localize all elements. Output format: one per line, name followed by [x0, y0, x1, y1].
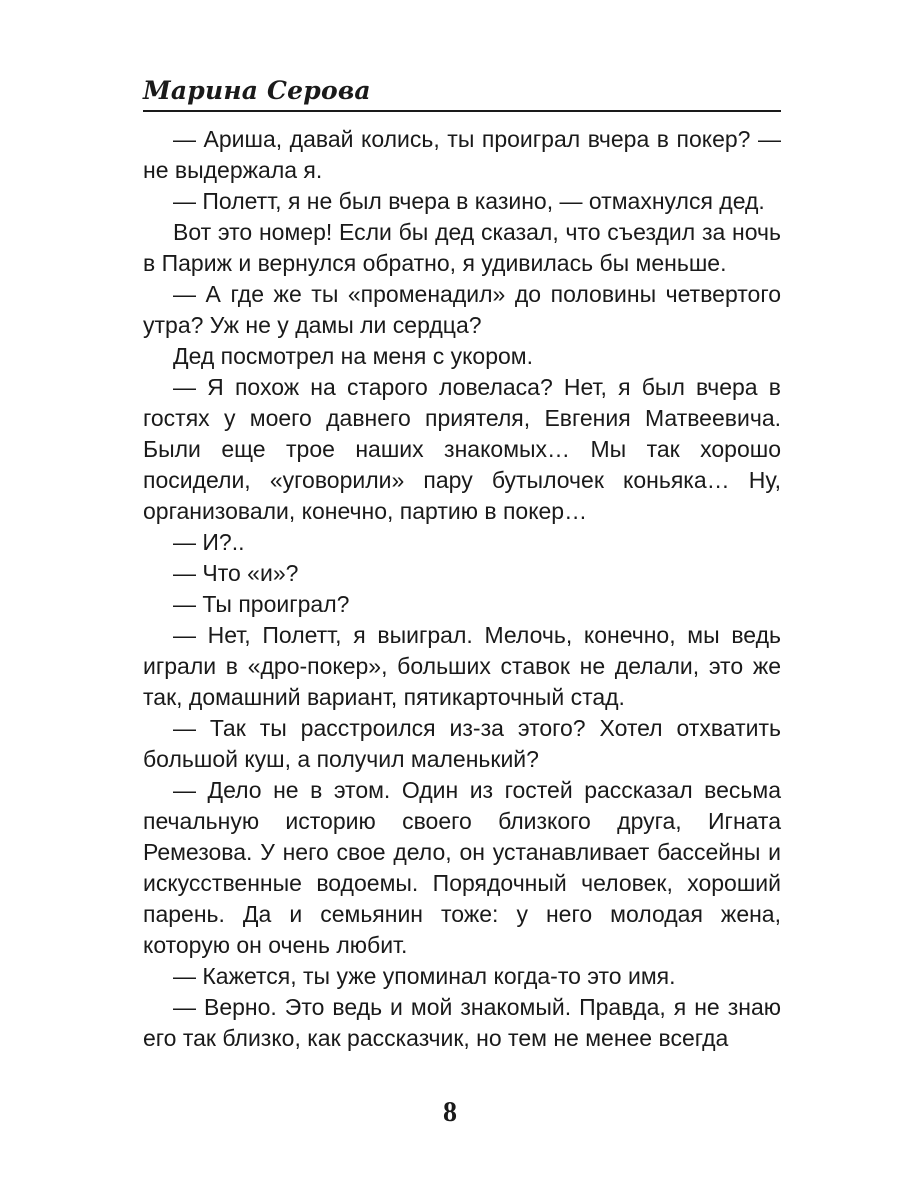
- paragraph: Дед посмотрел на меня с укором.: [173, 343, 534, 369]
- paragraph: — Ариша, давай колись, ты проиграл вчера в покер? — не выдержала я.: [143, 126, 781, 183]
- paragraph: — И?..: [173, 529, 245, 555]
- paragraph: — Я похож на старого ловеласа? Нет, я был вчера в гостях у моего давнего приятеля, Евгения Матвеевича. Были еще трое наших знакомых… Мы так хорошо посидели, «уговорили» пару бутылочек коньяка… Ну, организовали, конечно, партию в покер…: [143, 374, 781, 524]
- running-head-author: Марина Серова: [143, 76, 371, 105]
- page-number: 8: [443, 1097, 457, 1128]
- paragraph: — Что «и»?: [173, 560, 299, 586]
- paragraph: — Так ты расстроился из-за этого? Хотел отхватить большой куш, а получил маленький?: [143, 715, 781, 772]
- paragraph: — Кажется, ты уже упоминал когда-то это имя.: [173, 963, 676, 989]
- paragraph: — Дело не в этом. Один из гостей рассказал весьма печальную историю своего близкого друга, Игната Ремезова. У него свое дело, он устанавливает бассейны и искусственные водоемы. Порядочный человек, хороший парень. Да и семьянин тоже: у него молодая жена, которую он очень любит.: [143, 777, 781, 958]
- paragraph: — Полетт, я не был вчера в казино, — отмахнулся дед.: [173, 188, 765, 214]
- paragraph: — Верно. Это ведь и мой знакомый. Правда, я не знаю его так близко, как рассказчик, но тем не менее всегда: [143, 994, 781, 1051]
- paragraph: — Нет, Полетт, я выиграл. Мелочь, конечно, мы ведь играли в «дро-покер», больших ставок не делали, это же так, домашний вариант, пятикарточный стад.: [143, 622, 781, 710]
- body-text: [143, 124, 781, 1054]
- paragraph: — А где же ты «променадил» до половины четвертого утра? Уж не у дамы ли сердца?: [143, 281, 781, 338]
- paragraph: Вот это номер! Если бы дед сказал, что съездил за ночь в Париж и вернулся обратно, я удивилась бы меньше.: [143, 219, 781, 276]
- header-rule: [143, 110, 781, 112]
- paragraph: — Ты проиграл?: [173, 591, 350, 617]
